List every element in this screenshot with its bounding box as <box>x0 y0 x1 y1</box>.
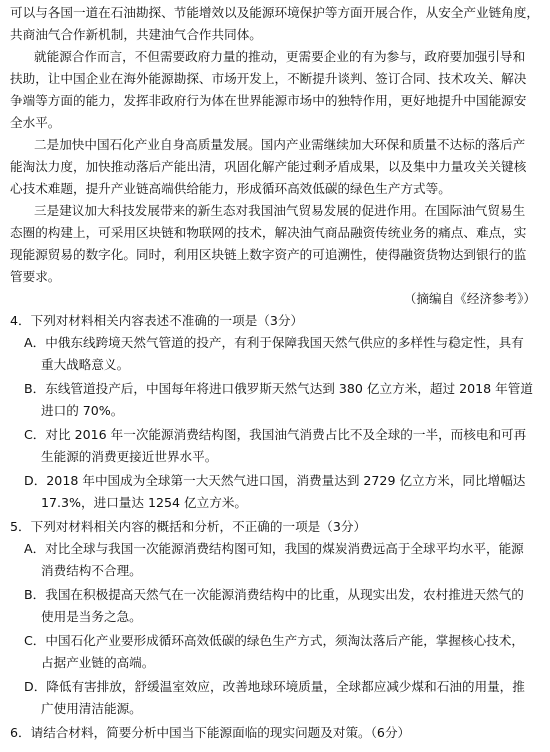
passage-line: 管要求。 <box>10 269 61 284</box>
passage-line: 扶助，让中国企业在海外能源勘探、市场开发上，不断提升谈判、签订合同、技术攻关、解决 <box>10 71 527 86</box>
option-c: C．对比 2016 年一次能源消费结构图，我国油气消费占比不及全球的一半，而核电和可再 <box>24 427 527 442</box>
option-b: B．我国在积极提高天然气在一次能源消费结构中的比重，从现实出发，农村推进天然气的 <box>24 587 524 602</box>
reading-passage <box>10 2 540 310</box>
passage-line: 三是建议加大科技发展带来的新生态对我国油气贸易发展的促进作用。在国际油气贸易生 <box>34 203 526 218</box>
question-4 <box>10 310 540 514</box>
passage-source: （摘编自《经济参考》） <box>403 291 536 306</box>
option-d: D．2018 年中国成为全球第一大天然气进口国，消费量达到 2729 亿立方米，同比增幅达 <box>24 473 526 488</box>
option-b: B．东线管道投产后，中国每年将进口俄罗斯天然气达到 380 亿立方米，超过 2018 年管道 <box>24 381 533 396</box>
question-5 <box>10 516 540 720</box>
option-c-cont: 占据产业链的高端。 <box>41 655 155 670</box>
passage-line: 共商油气合作新机制，共建油气合作共同体。 <box>10 27 262 42</box>
option-d-cont: 广使用清洁能源。 <box>41 701 142 716</box>
passage-line: 争端等方面的能力，发挥非政府行为体在世界能源市场中的独特作用，更好地提升中国能源安 <box>10 93 527 108</box>
passage-line: 能淘汰力度，加快推动落后产能出清，巩固化解产能过剩矛盾成果，以及集中力量攻关关键核 <box>10 159 527 174</box>
passage-line: 就能源合作而言，不但需要政府力量的推动，更需要企业的有为参与，政府要加强引导和 <box>34 49 526 64</box>
option-b-cont: 进口的 70%。 <box>41 403 124 418</box>
option-b-cont: 使用是当务之急。 <box>41 609 142 624</box>
passage-line: 全水平。 <box>10 115 61 130</box>
option-a-cont: 消费结构不合理。 <box>41 563 142 578</box>
passage-line: 现能源贸易的数字化。同时，利用区块链上数字资产的可追溯性，使得融资货物达到银行的监 <box>10 247 527 262</box>
passage-line: 心技术难题，提升产业链高端供给能力，形成循环高效低碳的绿色生产方式等。 <box>10 181 451 196</box>
option-c-cont: 生能源的消费更接近世界水平。 <box>41 449 218 464</box>
passage-line: 态圈的构建上，可采用区块链和物联网的技术，解决油气商品融资传统业务的痛点、难点，实 <box>10 225 527 240</box>
option-a-cont: 重大战略意义。 <box>41 357 130 372</box>
question-stem: 4．下列对材料相关内容表述不准确的一项是（3分） <box>10 313 304 328</box>
question-stem: 6．请结合材料，简要分析中国当下能源面临的现实问题及对策。（6分） <box>10 725 411 740</box>
option-a: A．对比全球与我国一次能源消费结构图可知，我国的煤炭消费远高于全球平均水平，能源 <box>24 541 524 556</box>
passage-line: 二是加快中国石化产业自身高质量发展。国内产业需继续加大环保和质量不达标的落后产 <box>34 137 526 152</box>
option-d: D．降低有害排放，舒缓温室效应，改善地球环境质量，全球都应减少煤和石油的用量，推 <box>24 679 525 694</box>
option-a: A．中俄东线跨境天然气管道的投产，有利于保障我国天然气供应的多样性与稳定性，具有 <box>24 335 524 350</box>
option-d-cont: 17.3%，进口量达 1254 亿立方米。 <box>41 495 248 510</box>
passage-line: 可以与各国一道在石油勘探、节能增效以及能源环境保护等方面开展合作，从安全产业链角度， <box>10 5 539 20</box>
question-6 <box>10 722 540 744</box>
question-stem: 5．下列对材料相关内容的概括和分析，不正确的一项是（3分） <box>10 519 367 534</box>
option-c: C．中国石化产业要形成循环高效低碳的绿色生产方式，须淘汰落后产能，掌握核心技术， <box>24 633 524 648</box>
